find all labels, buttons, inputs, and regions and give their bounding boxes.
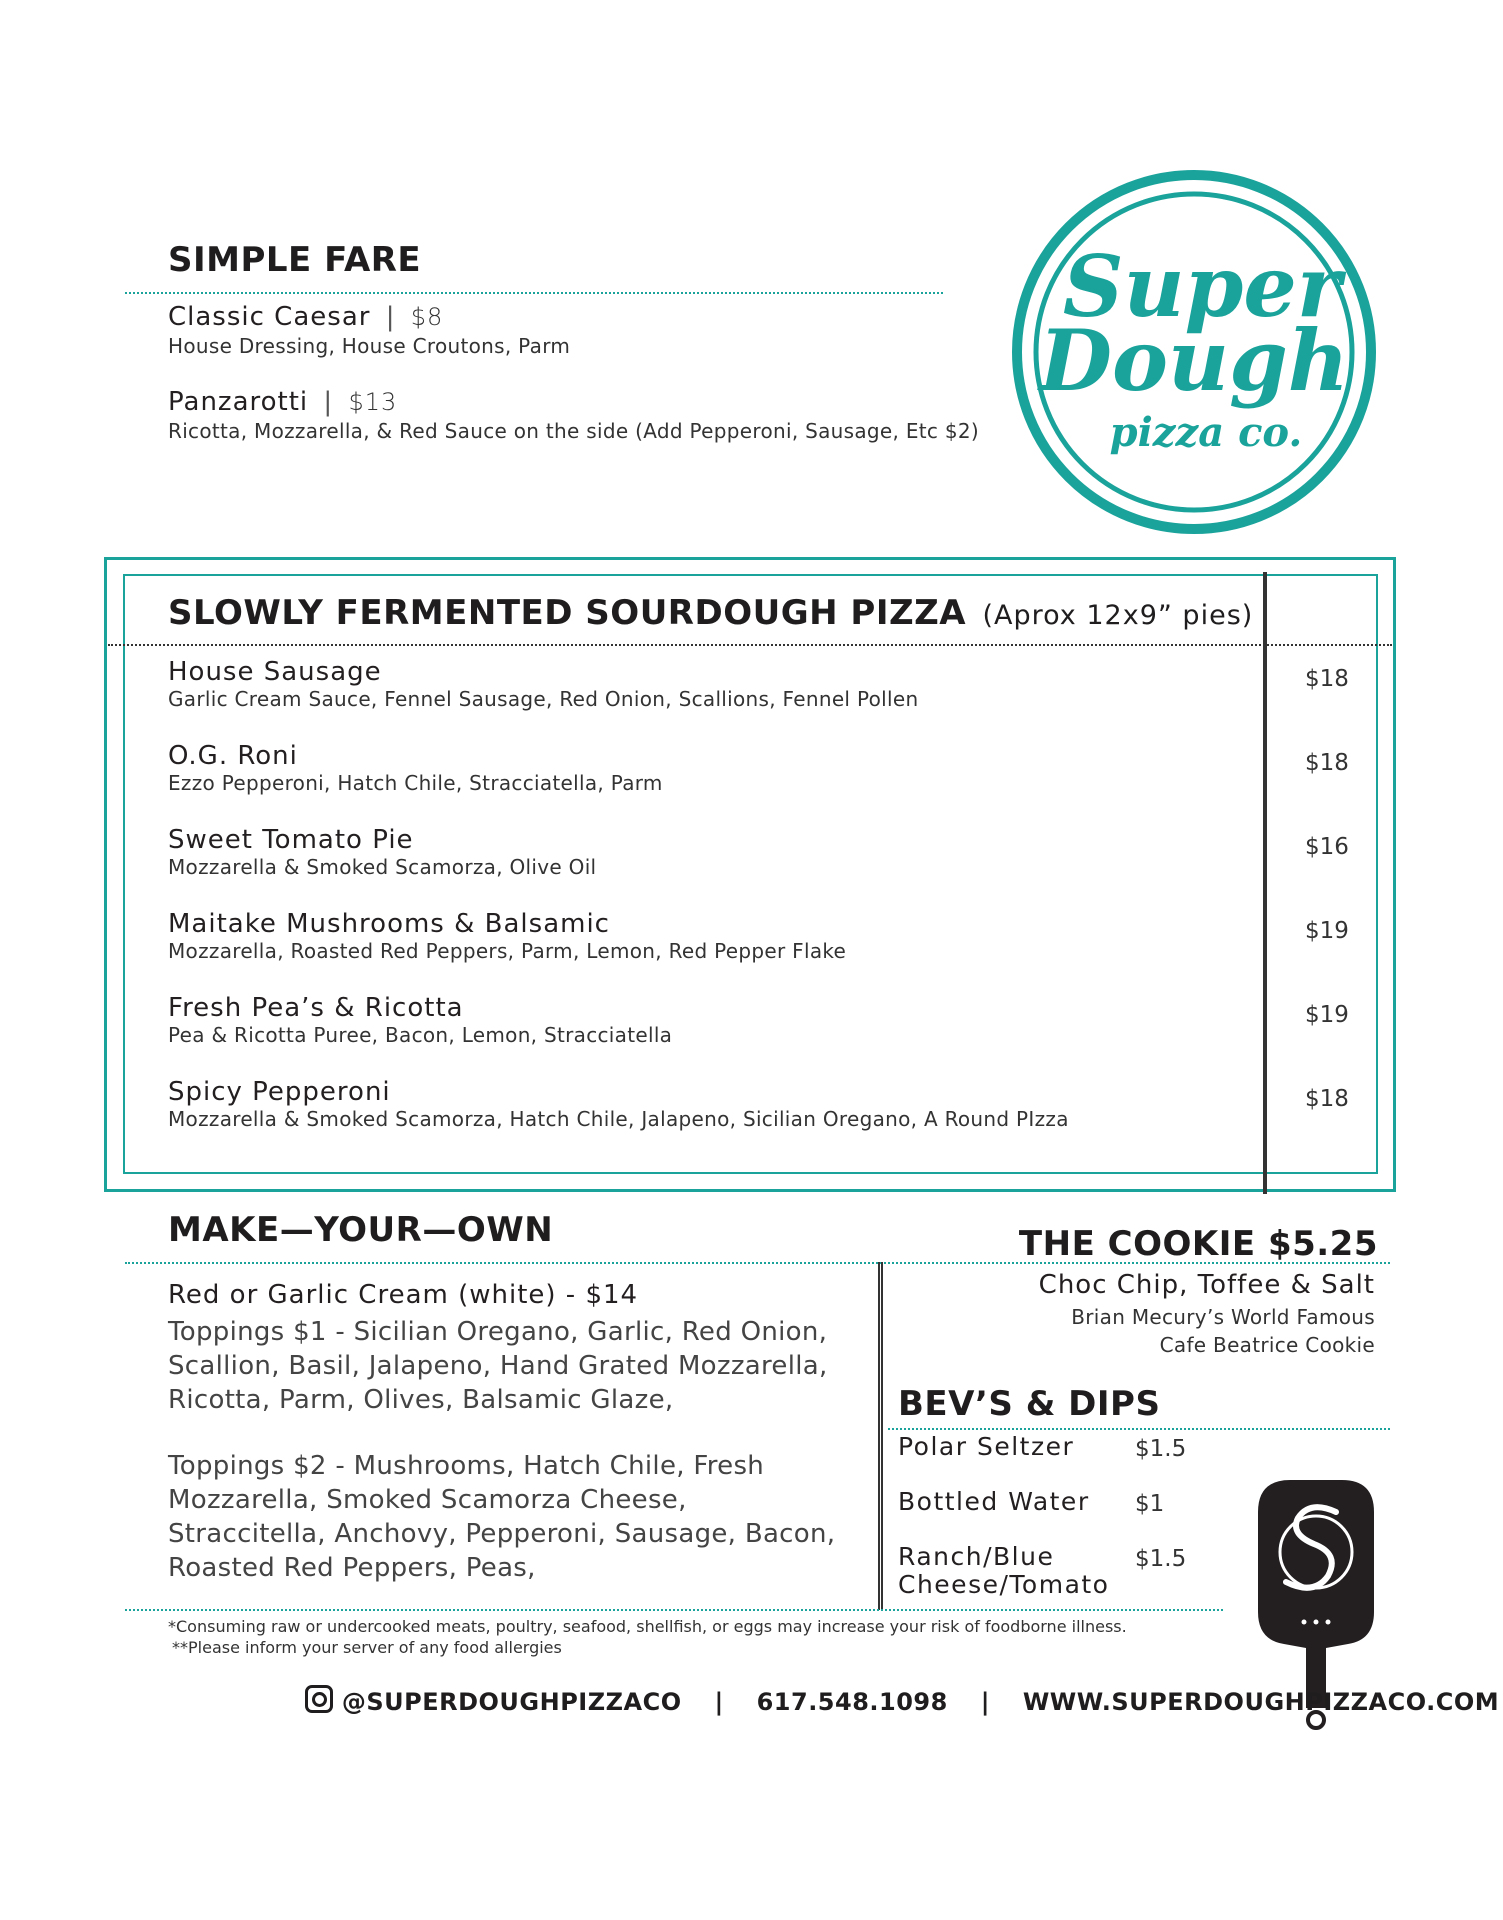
- phone-number[interactable]: 617.548.1098: [756, 1688, 948, 1716]
- logo-text-pizza-co: pizza co.: [1109, 409, 1303, 456]
- item-name: Maitake Mushrooms & Balsamic: [168, 909, 610, 939]
- footer-separator: |: [714, 1688, 724, 1716]
- item-name: Fresh Pea’s & Ricotta: [168, 993, 464, 1023]
- item-name: Sweet Tomato Pie: [168, 825, 414, 855]
- item-description: Mozzarella & Smoked Scamorza, Hatch Chile, Jalapeno, Sicilian Oregano, A Round PIzza: [168, 1107, 1069, 1131]
- logo-mark: [1010, 168, 1378, 536]
- simple-fare-divider: [125, 292, 943, 294]
- cookie-line-2: Cafe Beatrice Cookie: [1159, 1333, 1375, 1357]
- myo-toppings-1: Toppings $1 - Sicilian Oregano, Garlic, Red Onion, Scallion, Basil, Jalapeno, Hand Grated Mozzarella, Ricotta, Parm, Olives, Balsamic Glaze,: [168, 1317, 828, 1415]
- pizza-heading-divider: [108, 644, 1392, 646]
- pizza-item: [168, 993, 672, 1047]
- bev-name: Polar Seltzer: [898, 1432, 1075, 1461]
- pizza-item: [168, 825, 596, 879]
- cookie-name: Choc Chip, Toffee & Salt: [1038, 1270, 1375, 1300]
- contact-bar: [305, 1685, 1499, 1716]
- myo-base: Red or Garlic Cream (white) - $14: [168, 1280, 639, 1310]
- pizza-price: $19: [1305, 1002, 1349, 1028]
- item-description: Garlic Cream Sauce, Fennel Sausage, Red Onion, Scallions, Fennel Pollen: [168, 687, 919, 711]
- bev-name: Bottled Water: [898, 1487, 1090, 1516]
- myo-column-rule: [878, 1262, 883, 1610]
- footer-divider: [125, 1609, 1223, 1611]
- pizza-size-note: (Aprox 12x9” pies): [982, 600, 1254, 631]
- item-separator: |: [385, 302, 396, 332]
- pizza-price: $18: [1305, 666, 1349, 692]
- pizza-item: [168, 1077, 1069, 1131]
- bev-price: $1.5: [1135, 1546, 1187, 1572]
- bev-price: $1.5: [1135, 1436, 1187, 1462]
- instagram-handle[interactable]: @SUPERDOUGHPIZZACO: [341, 1688, 682, 1716]
- bev-price: $1: [1135, 1491, 1165, 1517]
- item-price: $13: [348, 388, 398, 416]
- logo-text-super: Super: [1062, 237, 1342, 336]
- bevs-divider: [888, 1428, 1390, 1430]
- item-price: $8: [410, 303, 444, 331]
- pizza-heading: [168, 593, 1253, 633]
- cookie-heading: THE COOKIE $5.25: [1018, 1224, 1378, 1264]
- item-description: House Dressing, House Croutons, Parm: [168, 334, 571, 358]
- item-title: [168, 387, 979, 417]
- disclaimer-line-2: **Please inform your server of any food allergies: [172, 1638, 562, 1657]
- item-separator: |: [323, 387, 334, 417]
- myo-heading: MAKE—YOUR—OWN: [168, 1210, 554, 1250]
- pizza-price: $18: [1305, 1086, 1349, 1112]
- item-name: Panzarotti: [168, 387, 309, 417]
- disclaimer-line-1: *Consuming raw or undercooked meats, poultry, seafood, shellfish, or eggs may increase your risk of foodborne illness.: [168, 1617, 1127, 1636]
- item-description: Mozzarella, Roasted Red Peppers, Parm, Lemon, Red Pepper Flake: [168, 939, 847, 963]
- item-name: Classic Caesar: [168, 302, 371, 332]
- pizza-price: $16: [1305, 834, 1349, 860]
- simple-fare-heading: SIMPLE FARE: [168, 240, 422, 280]
- pizza-price: $18: [1305, 750, 1349, 776]
- item-name: Spicy Pepperoni: [168, 1077, 391, 1107]
- pizza-item: [168, 909, 846, 963]
- price-column-rule: [1263, 572, 1267, 1194]
- bevs-heading: BEV’S & DIPS: [898, 1384, 1161, 1424]
- bev-name: Ranch/Blue Cheese/Tomato: [898, 1542, 1110, 1599]
- item-description: Ezzo Pepperoni, Hatch Chile, Stracciatella, Parm: [168, 771, 663, 795]
- pizza-item: [168, 741, 663, 795]
- pizza-price: $19: [1305, 918, 1349, 944]
- logo: [1010, 168, 1378, 536]
- myo-toppings-2: Toppings $2 - Mushrooms, Hatch Chile, Fresh Mozzarella, Smoked Scamorza Cheese, Straccitella, Anchovy, Pepperoni, Sausage, Bacon, Roasted Red Peppers, Peas,: [168, 1451, 836, 1583]
- item-description: Pea & Ricotta Puree, Bacon, Lemon, Stracciatella: [168, 1023, 673, 1047]
- cookie-line-1: Brian Mecury’s World Famous: [1071, 1305, 1375, 1329]
- item-title: [168, 302, 570, 332]
- item-description: Mozzarella & Smoked Scamorza, Olive Oil: [168, 855, 597, 879]
- instagram-icon: [305, 1685, 333, 1713]
- pizza-title: SLOWLY FERMENTED SOURDOUGH PIZZA: [168, 593, 967, 633]
- item-name: House Sausage: [168, 657, 382, 687]
- logo-text-dough: Dough: [1039, 311, 1349, 410]
- footer-separator: |: [980, 1688, 990, 1716]
- item-description: Ricotta, Mozzarella, & Red Sauce on the side (Add Pepperoni, Sausage, Etc $2): [168, 419, 980, 443]
- simple-fare-item: [168, 302, 570, 358]
- item-name: O.G. Roni: [168, 741, 298, 771]
- website-link[interactable]: WWW.SUPERDOUGHPIZZACO.COM: [1022, 1688, 1500, 1716]
- pizza-item: [168, 657, 918, 711]
- simple-fare-item: [168, 387, 979, 443]
